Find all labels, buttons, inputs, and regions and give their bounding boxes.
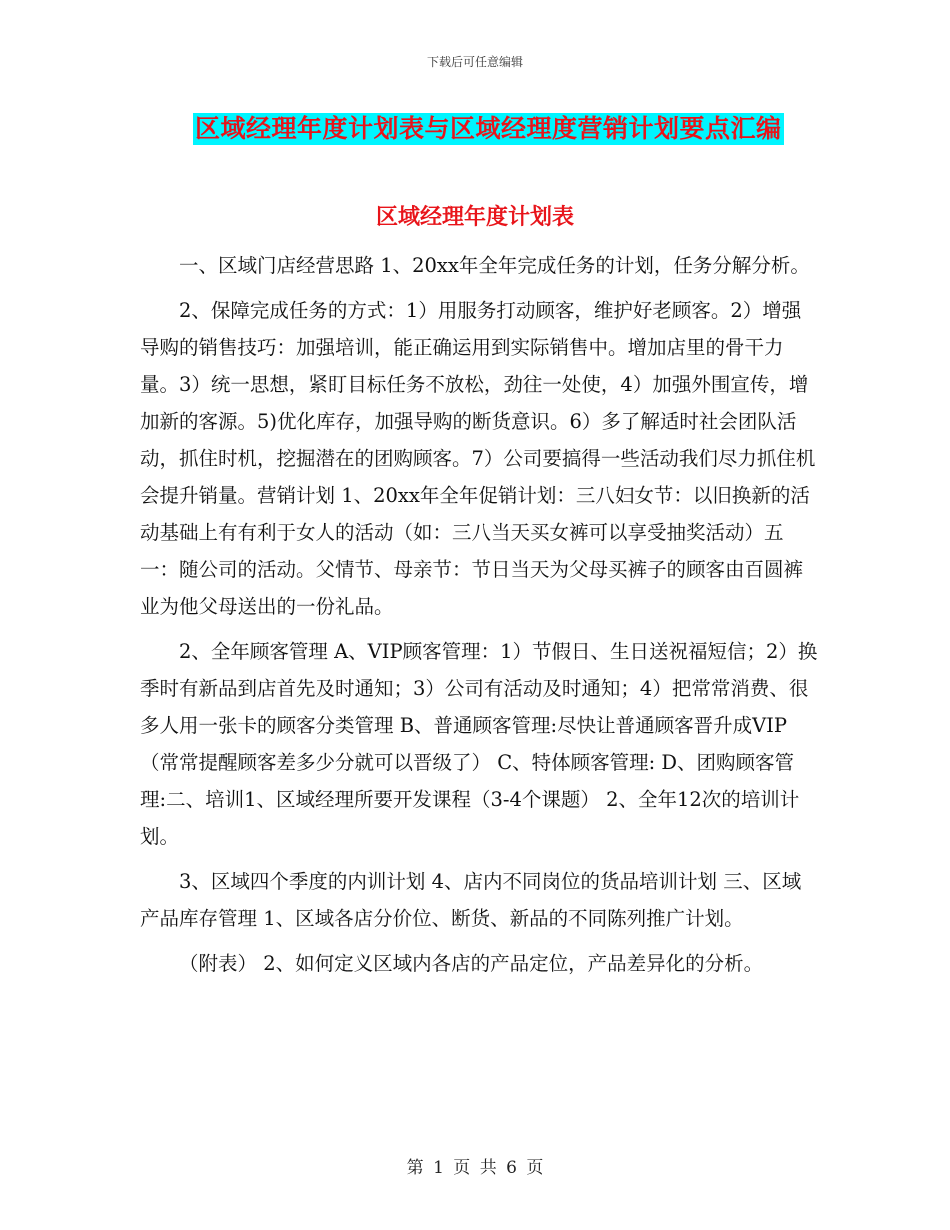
paragraph-2: 2、保障完成任务的方式：1）用服务打动顾客，维护好老顾客。2）增强导购的销售技巧：加强培训，能正确运用到实际销售中。增加店里的骨干力量。3）统一思想，紧盯目标任务不放松，劲往一处使，4）加强外围宣传，增加新的客源。5)优化库存，加强导购的断货意识。6）多了解适时社会团队活动，抓住时机，挖掘潜在的团购顾客。7）公司要搞得一些活动我们尽力抓住机会提升销量。营销计划 1、20xx年全年促销计划：三八妇女节：以旧换新的活动基础上有有利于女人的活动（如：三八当天买女裤可以享受抽奖活动）五一：随公司的活动。父情节、母亲节：节日当天为父母买裤子的顾客由百圆裤业为他父母送出的一份礼品。 [140,299,816,618]
section-title: 区域经理年度计划表 [375,204,574,230]
paragraph-4: 3、区域四个季度的内训计划 4、店内不同岗位的货品培训计划 三、区域产品库存管理 1、区域各店分价位、断货、新品的不同陈列推广计划。 [140,870,802,930]
document-body [140,247,820,990]
page-number-footer: 第 1 页 共 6 页 [406,1158,544,1178]
paragraph-5: （附表） 2、如何定义区域内各店的产品定位，产品差异化的分析。 [179,952,764,975]
header-note: 下载后可任意编辑 [426,55,523,69]
paragraph-1: 一、区域门店经营思路 1、20xx年全年完成任务的计划，任务分解分析。 [179,254,810,277]
paragraph-3: 2、全年顾客管理 A、VIP顾客管理：1）节假日、生日送祝福短信；2）换季时有新品到店首先及时通知；3）公司有活动及时通知；4）把常常消费、很多人用一张卡的顾客分类管理 B、普通顾客管理:尽快让普通顾客晋升成VIP（常常提醒顾客差多少分就可以晋级了） C、特体顾客管理: D、团购顾客管理:二、培训1、区域经理所要开发课程（3-4个课题） 2、全年12次的培训计划。 [140,640,818,848]
document-title: 区域经理年度计划表与区域经理度营销计划要点汇编 [195,114,782,143]
